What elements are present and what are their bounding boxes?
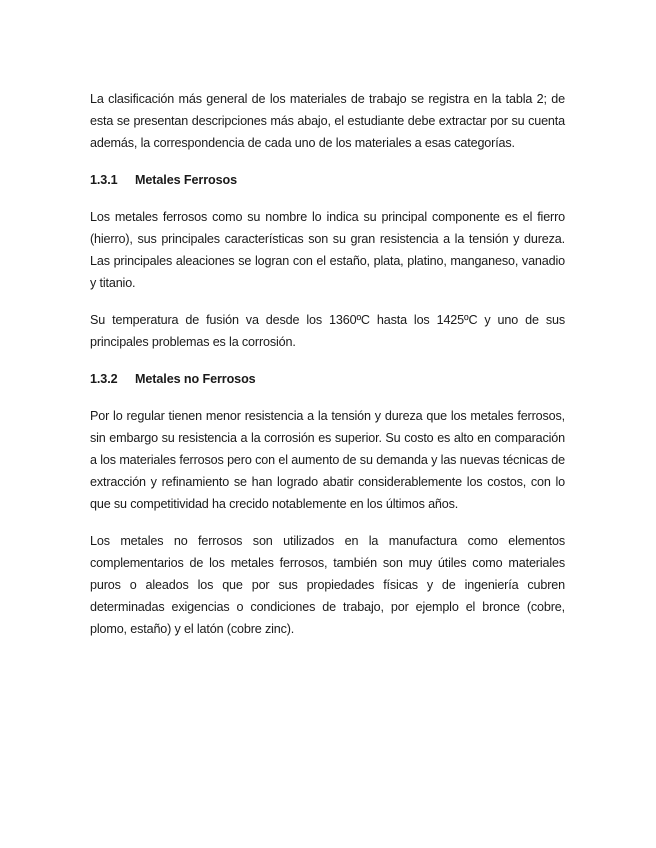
intro-paragraph: La clasificación más general de los materiales de trabajo se registra en la tabla 2; de esta se presentan descripciones más abajo, el estudiante debe extractar por su cuenta además, la correspondencia de cada uno de los materiales a esas categorías. bbox=[90, 92, 565, 150]
section-heading-metales-no-ferrosos bbox=[90, 368, 565, 390]
paragraph: Por lo regular tienen menor resistencia a la tensión y dureza que los metales ferrosos, sin embargo su resistencia a la corrosión es superior. Su costo es alto en comparación a los materiales ferrosos pero con el aumento de su demanda y las nuevas técnicas de extracción y refinamiento se han logrado abatir considerablemente los costos, con lo que su competitividad ha crecido notablemente en los últimos años. bbox=[90, 409, 565, 511]
section-number: 1.3.1 bbox=[90, 173, 118, 187]
paragraph: Su temperatura de fusión va desde los 1360ºC hasta los 1425ºC y uno de sus principales problemas es la corrosión. bbox=[90, 313, 565, 349]
paragraph: Los metales ferrosos como su nombre lo indica su principal componente es el fierro (hierro), sus principales características son su gran resistencia a la tensión y dureza. Las principales aleaciones se logran con el estaño, plata, platino, manganeso, vanadio y titanio. bbox=[90, 210, 565, 290]
document-page bbox=[90, 88, 565, 640]
section-title: Metales no Ferrosos bbox=[135, 372, 256, 386]
section-heading-metales-ferrosos bbox=[90, 169, 565, 191]
section-title: Metales Ferrosos bbox=[135, 173, 237, 187]
section-number: 1.3.2 bbox=[90, 372, 118, 386]
paragraph: Los metales no ferrosos son utilizados en la manufactura como elementos complementarios de los metales ferrosos, también son muy útiles como materiales puros o aleados los que por sus propiedades físicas y de ingeniería cubren determinadas exigencias o condiciones de trabajo, por ejemplo el bronce (cobre, plomo, estaño) y el latón (cobre zinc). bbox=[90, 534, 565, 636]
